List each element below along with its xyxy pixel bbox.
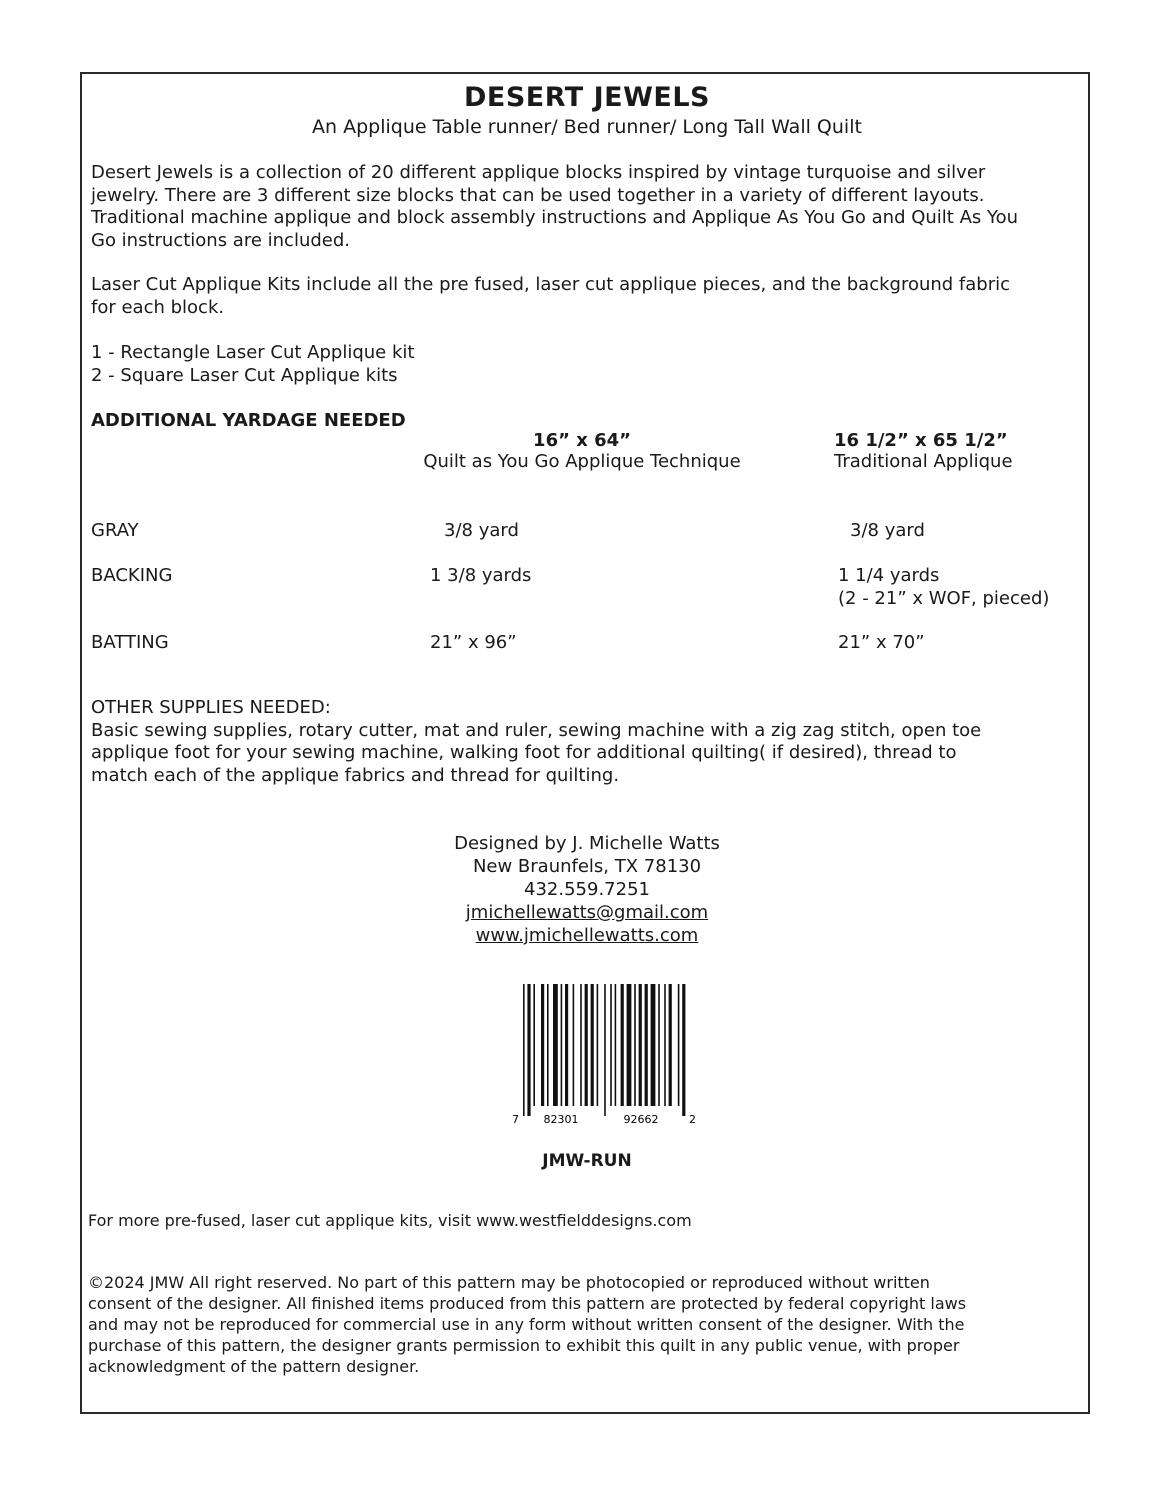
row-label-batting: BATTING — [91, 632, 169, 653]
barcode-bar — [664, 984, 666, 1106]
barcode-group-right: 92662 — [623, 1113, 659, 1126]
supplies-line: applique foot for your sewing machine, walking foot for additional quilting( if desired), thread to — [91, 742, 957, 763]
designer-phone: 432.559.7251 — [524, 879, 650, 900]
backing-qayg-value: 1 3/8 yards — [430, 565, 532, 586]
copyright-line: and may not be reproduced for commercial use in any form without written consent of the designer. With the — [88, 1315, 965, 1334]
intro-paragraph — [91, 162, 1081, 252]
barcode-group-left: 82301 — [543, 1113, 579, 1126]
westfield-link: For more pre-fused, laser cut applique kits, visit www.westfielddesigns.com — [88, 1211, 692, 1230]
backing-traditional-amount: 1 1/4 yards — [838, 565, 940, 586]
barcode-bar — [669, 984, 672, 1106]
barcode-bar — [527, 984, 530, 1116]
barcode-image — [509, 980, 699, 1130]
column-technique: Traditional Applique — [834, 451, 1013, 472]
copyright-line: ©2024 JMW All right reserved. No part of this pattern may be photocopied or reproduced without written — [88, 1273, 930, 1292]
intro-line: Go instructions are included. — [91, 229, 351, 251]
designer-location: New Braunfels, TX 78130 — [472, 856, 702, 877]
barcode-digit-right: 2 — [689, 1113, 696, 1126]
barcode-bar — [585, 984, 588, 1106]
barcode-bar — [523, 984, 525, 1116]
batting-traditional-value: 21” x 70” — [838, 632, 925, 653]
copyright-notice — [88, 1272, 966, 1377]
designer-name: Designed by J. Michelle Watts — [454, 833, 720, 854]
row-label-gray: GRAY — [91, 520, 139, 541]
barcode-bar — [591, 984, 594, 1106]
barcode-bars — [523, 984, 685, 1116]
product-sku: JMW-RUN — [542, 1151, 632, 1171]
column-size: 16” x 64” — [533, 430, 631, 451]
barcode-bar — [604, 984, 606, 1116]
kits-line: Laser Cut Applique Kits include all the pre fused, laser cut applique pieces, and the background fabric — [91, 274, 1011, 295]
barcode-bar — [547, 984, 549, 1106]
intro-line: Traditional machine applique and block assembly instructions and Applique As You Go and Quilt As You — [91, 207, 1019, 228]
barcode-bar — [634, 984, 636, 1106]
supplies-section — [91, 697, 1081, 787]
page-subtitle: An Applique Table runner/ Bed runner/ Long Tall Wall Quilt — [312, 116, 862, 138]
column-technique: Quilt as You Go Applique Technique — [423, 451, 741, 472]
barcode-bar — [561, 984, 563, 1106]
barcode-bar — [597, 984, 599, 1106]
kit-list — [91, 342, 1081, 387]
barcode-bar — [533, 984, 535, 1106]
barcode-bar — [651, 984, 656, 1106]
kits-paragraph — [91, 274, 1081, 319]
barcode-bar — [621, 984, 624, 1106]
barcode-bar — [627, 984, 632, 1106]
kits-line: for each block. — [91, 296, 225, 318]
barcode-bar — [658, 984, 660, 1106]
barcode-bar — [553, 984, 558, 1106]
barcode-bar — [573, 984, 575, 1106]
column-header-traditional — [834, 430, 1013, 472]
barcode-bar — [615, 984, 617, 1106]
page-border — [80, 72, 1090, 1414]
barcode-digit-left: 7 — [512, 1113, 519, 1126]
supplies-line: match each of the applique fabrics and thread for quilting. — [91, 764, 620, 786]
copyright-line: purchase of this pattern, the designer grants permission to exhibit this quilt in any public venue, with proper — [88, 1336, 960, 1355]
designer-website-link[interactable]: www.jmichellewatts.com — [475, 925, 699, 946]
supplies-line: Basic sewing supplies, rotary cutter, mat and ruler, sewing machine with a zig zag stitch, open toe — [91, 719, 982, 741]
kit-item: 2 - Square Laser Cut Applique kits — [91, 364, 398, 386]
barcode-bar — [610, 984, 612, 1106]
barcode-bar — [645, 984, 648, 1106]
intro-line: jewelry. There are 3 different size blocks that can be used together in a variety of different layouts. — [91, 184, 985, 206]
page-title: DESERT JEWELS — [463, 82, 710, 113]
barcode-bar — [682, 984, 685, 1116]
backing-traditional-note: (2 - 21” x WOF, pieced) — [838, 587, 1050, 609]
gray-qayg-value: 3/8 yard — [444, 520, 519, 541]
barcode-bar — [541, 984, 544, 1106]
copyright-line: acknowledgment of the pattern designer. — [88, 1357, 420, 1376]
copyright-line: consent of the designer. All finished items produced from this pattern are protected by federal copyright laws — [88, 1294, 967, 1313]
barcode-bar — [678, 984, 680, 1106]
designer-block — [82, 832, 1092, 947]
intro-line: Desert Jewels is a collection of 20 different applique blocks inspired by vintage turquoise and silver — [91, 162, 986, 183]
barcode-bar — [565, 984, 568, 1106]
column-size: 16 1/2” x 65 1/2” — [834, 430, 1008, 451]
row-label-backing: BACKING — [91, 565, 173, 586]
column-header-qayg — [382, 430, 782, 472]
gray-traditional-value: 3/8 yard — [850, 520, 925, 541]
barcode-bar — [639, 984, 642, 1106]
designer-email-link[interactable]: jmichellewatts@gmail.com — [465, 902, 709, 923]
kit-item: 1 - Rectangle Laser Cut Applique kit — [91, 342, 415, 363]
barcode-bar — [580, 984, 582, 1106]
yardage-heading: ADDITIONAL YARDAGE NEEDED — [91, 410, 406, 431]
batting-qayg-value: 21” x 96” — [430, 632, 517, 653]
supplies-heading: OTHER SUPPLIES NEEDED: — [91, 697, 331, 718]
backing-traditional-value — [838, 565, 1049, 610]
